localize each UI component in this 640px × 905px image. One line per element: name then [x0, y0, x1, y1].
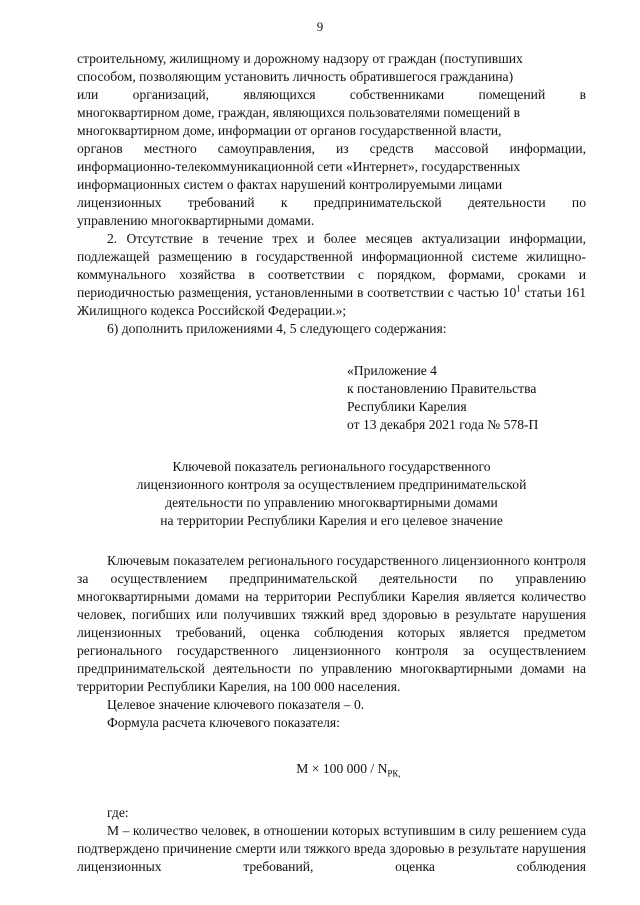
- continuation-line-9: лицензионных требований к предпринимательской деятельности по: [77, 195, 586, 210]
- continuation-line-7: информационно-телекоммуникационной сети «Интернет», государственных: [77, 159, 521, 174]
- title-line-2: лицензионного контроля за осуществлением предпринимательской: [136, 477, 527, 492]
- title-line-4: на территории Республики Карелия и его целевое значение: [160, 513, 503, 528]
- title-line-3: деятельности по управлению многоквартирными домами: [165, 495, 498, 510]
- appendix-header-line-1: «Приложение 4: [347, 363, 437, 378]
- formula-subscript: РК,: [387, 768, 401, 779]
- formula-intro-paragraph: Формула расчета ключевого показателя:: [107, 715, 340, 730]
- continuation-line-6: органов местного самоуправления, из средств массовой информации,: [77, 141, 586, 156]
- formula-main: M × 100 000 / N: [296, 761, 388, 776]
- appendix-header-line-4: от 13 декабря 2021 года № 578-П: [347, 417, 539, 432]
- appendix-header-line-2: к постановлению Правительства: [347, 381, 537, 396]
- target-value-paragraph: Целевое значение ключевого показателя – 0.: [107, 697, 365, 712]
- item-2-text-end: статьи 161 Жилищного кодекса Российской Федерации.»;: [77, 285, 586, 318]
- continuation-line-10: управлению многоквартирными домами.: [77, 213, 315, 228]
- item-6-paragraph: 6) дополнить приложениями 4, 5 следующего содержания:: [107, 321, 447, 336]
- continuation-line-3: или организаций, являющихся собственниками помещений в: [77, 87, 586, 102]
- appendix-header-line-3: Республики Карелия: [347, 399, 467, 414]
- document-body: [77, 50, 586, 876]
- continuation-paragraph: [77, 50, 586, 230]
- continuation-line-2: способом, позволяющим установить личность обратившегося гражданина): [77, 69, 514, 84]
- appendix-title: [77, 458, 586, 530]
- appendix-header: [347, 362, 587, 434]
- formula: [111, 760, 586, 778]
- m-definition-paragraph: М – количество человек, в отношении которых вступившим в силу решением суда подтверждено причинение смерти или тяжкого вреда здоровью в результате нарушения лицензионных требований, оценка соблюдения: [77, 823, 586, 874]
- continuation-line-8: информационных систем о фактах нарушений контролируемыми лицами: [77, 177, 503, 192]
- where-label: где:: [107, 805, 129, 820]
- item-2-paragraph: [77, 230, 586, 320]
- title-line-1: Ключевой показатель регионального государственного: [172, 459, 491, 474]
- page-number: 9: [316, 19, 324, 34]
- item-2-text: 2. Отсутствие в течение трех и более месяцев актуализации информации, подлежащей размещению в государственной информационной системе жилищно-коммунального хозяйства в соответствии с порядком, формами, сроками и периодичностью размещения, установленными в соответствии с частью 10: [77, 231, 586, 300]
- continuation-line-5: многоквартирном доме, информации от органов государственной власти,: [77, 123, 502, 138]
- continuation-line-4: многоквартирном доме, граждан, являющихся пользователями помещений в: [77, 105, 521, 120]
- item-2-superscript: 1: [516, 283, 521, 294]
- key-indicator-paragraph: Ключевым показателем регионального государственного лицензионного контроля за осуществлением предпринимательской деятельности по управлению многоквартирными домами на территории Республики Карелия является количество человек, погибших или получивших тяжкий вред здоровью в результате нарушения лицензионных требований, оценка соблюдения которых является предметом регионального государственного лицензионного контроля за осуществлением предпринимательской деятельности по управлению многоквартирными домами на территории Республики Карелия, на 100 000 населения.: [77, 553, 586, 694]
- continuation-line-1: строительному, жилищному и дорожному надзору от граждан (поступивших: [77, 51, 523, 66]
